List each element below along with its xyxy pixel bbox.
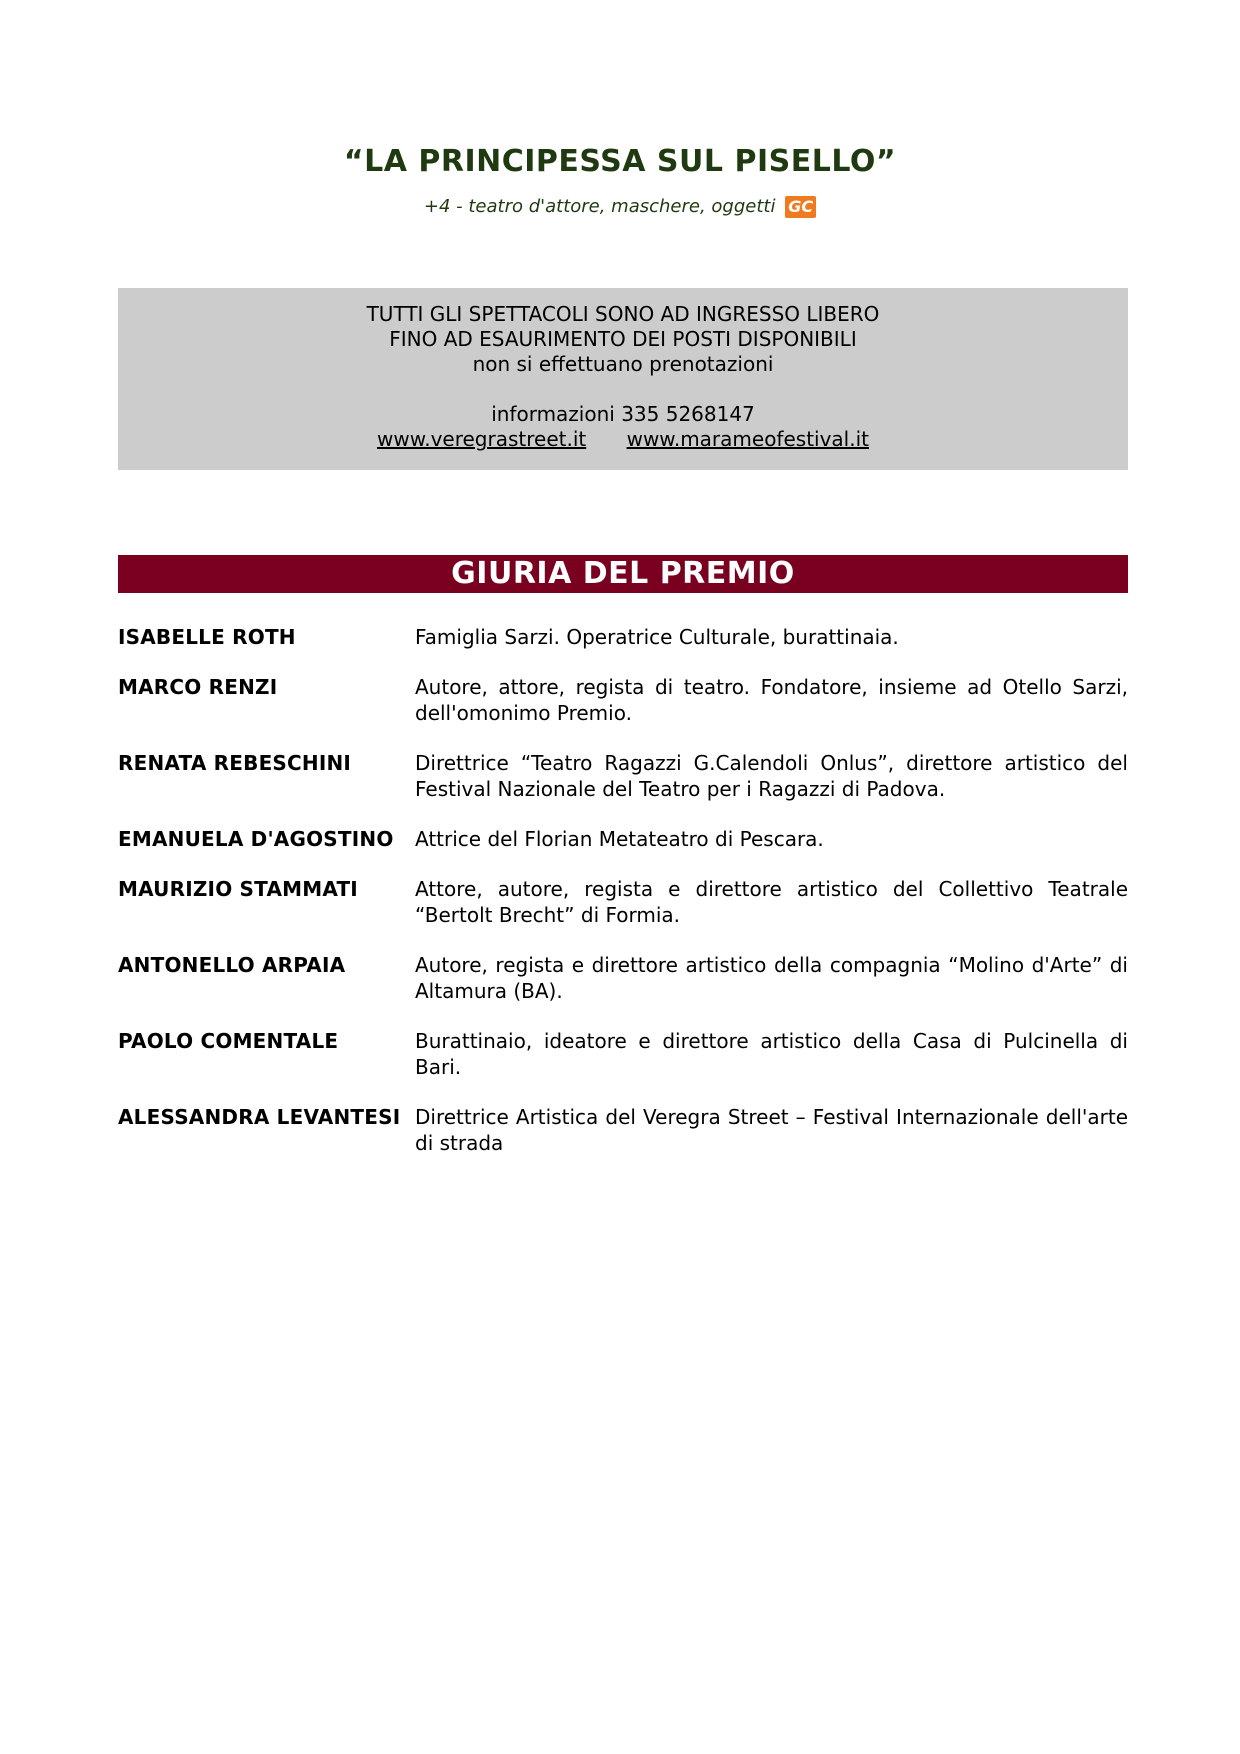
jury-member-name: ANTONELLO ARPAIA <box>118 953 346 977</box>
jury-member-description: Autore, regista e direttore artistico della compagnia “Molino d'Arte” di Altamura (BA). <box>415 953 1128 1003</box>
jury-member-description: Direttrice Artistica del Veregra Street – Festival Internazionale dell'arte di strada <box>415 1105 1128 1155</box>
jury-member-description: Attore, autore, regista e direttore artistico del Collettivo Teatrale “Bertolt Brecht” di Formia. <box>415 877 1128 927</box>
jury-row <box>118 624 1128 650</box>
gc-badge-icon: GC <box>785 196 816 218</box>
jury-row <box>118 952 1128 1004</box>
info-free-entry: TUTTI GLI SPETTACOLI SONO AD INGRESSO LIBERO <box>366 302 880 326</box>
info-links <box>118 427 1128 452</box>
jury-member-name: EMANUELA D'AGOSTINO <box>118 827 394 851</box>
subtitle-text: +4 - teatro d'attore, maschere, oggetti <box>423 196 776 217</box>
jury-member-name: ISABELLE ROTH <box>118 625 296 649</box>
info-no-booking: non si effettuano prenotazioni <box>472 352 774 376</box>
jury-member-name: MARCO RENZI <box>118 675 278 699</box>
info-availability: FINO AD ESAURIMENTO DEI POSTI DISPONIBILI <box>389 327 857 351</box>
jury-member-description: Autore, attore, regista di teatro. Fondatore, insieme ad Otello Sarzi, dell'omonimo Premio. <box>415 675 1128 725</box>
link-marameofestival[interactable]: www.marameofestival.it <box>626 427 869 451</box>
info-box <box>118 288 1128 470</box>
jury-member-description: Direttrice “Teatro Ragazzi G.Calendoli Onlus”, direttore artistico del Festival Nazionale del Teatro per i Ragazzi di Padova. <box>415 751 1128 801</box>
jury-row <box>118 750 1128 802</box>
show-subtitle <box>0 196 1240 218</box>
jury-member-name: RENATA REBESCHINI <box>118 751 352 775</box>
jury-member-description: Attrice del Florian Metateatro di Pescara. <box>415 827 824 851</box>
jury-member-name: PAOLO COMENTALE <box>118 1029 339 1053</box>
jury-member-description: Famiglia Sarzi. Operatrice Culturale, burattinaia. <box>415 625 899 649</box>
jury-list <box>118 624 1128 1180</box>
info-phone: informazioni 335 5268147 <box>491 402 755 426</box>
jury-row <box>118 674 1128 726</box>
jury-member-description: Burattinaio, ideatore e direttore artistico della Casa di Pulcinella di Bari. <box>415 1029 1128 1079</box>
jury-heading: GIURIA DEL PREMIO <box>118 555 1128 593</box>
jury-row <box>118 826 1128 852</box>
jury-member-name: MAURIZIO STAMMATI <box>118 877 358 901</box>
jury-row <box>118 876 1128 928</box>
jury-member-name: ALESSANDRA LEVANTESI <box>118 1105 401 1129</box>
info-spacer <box>118 377 1128 402</box>
show-title: “LA PRINCIPESSA SUL PISELLO” <box>343 144 897 179</box>
link-veregrastreet[interactable]: www.veregrastreet.it <box>376 427 587 451</box>
jury-row <box>118 1028 1128 1080</box>
jury-row <box>118 1104 1128 1156</box>
